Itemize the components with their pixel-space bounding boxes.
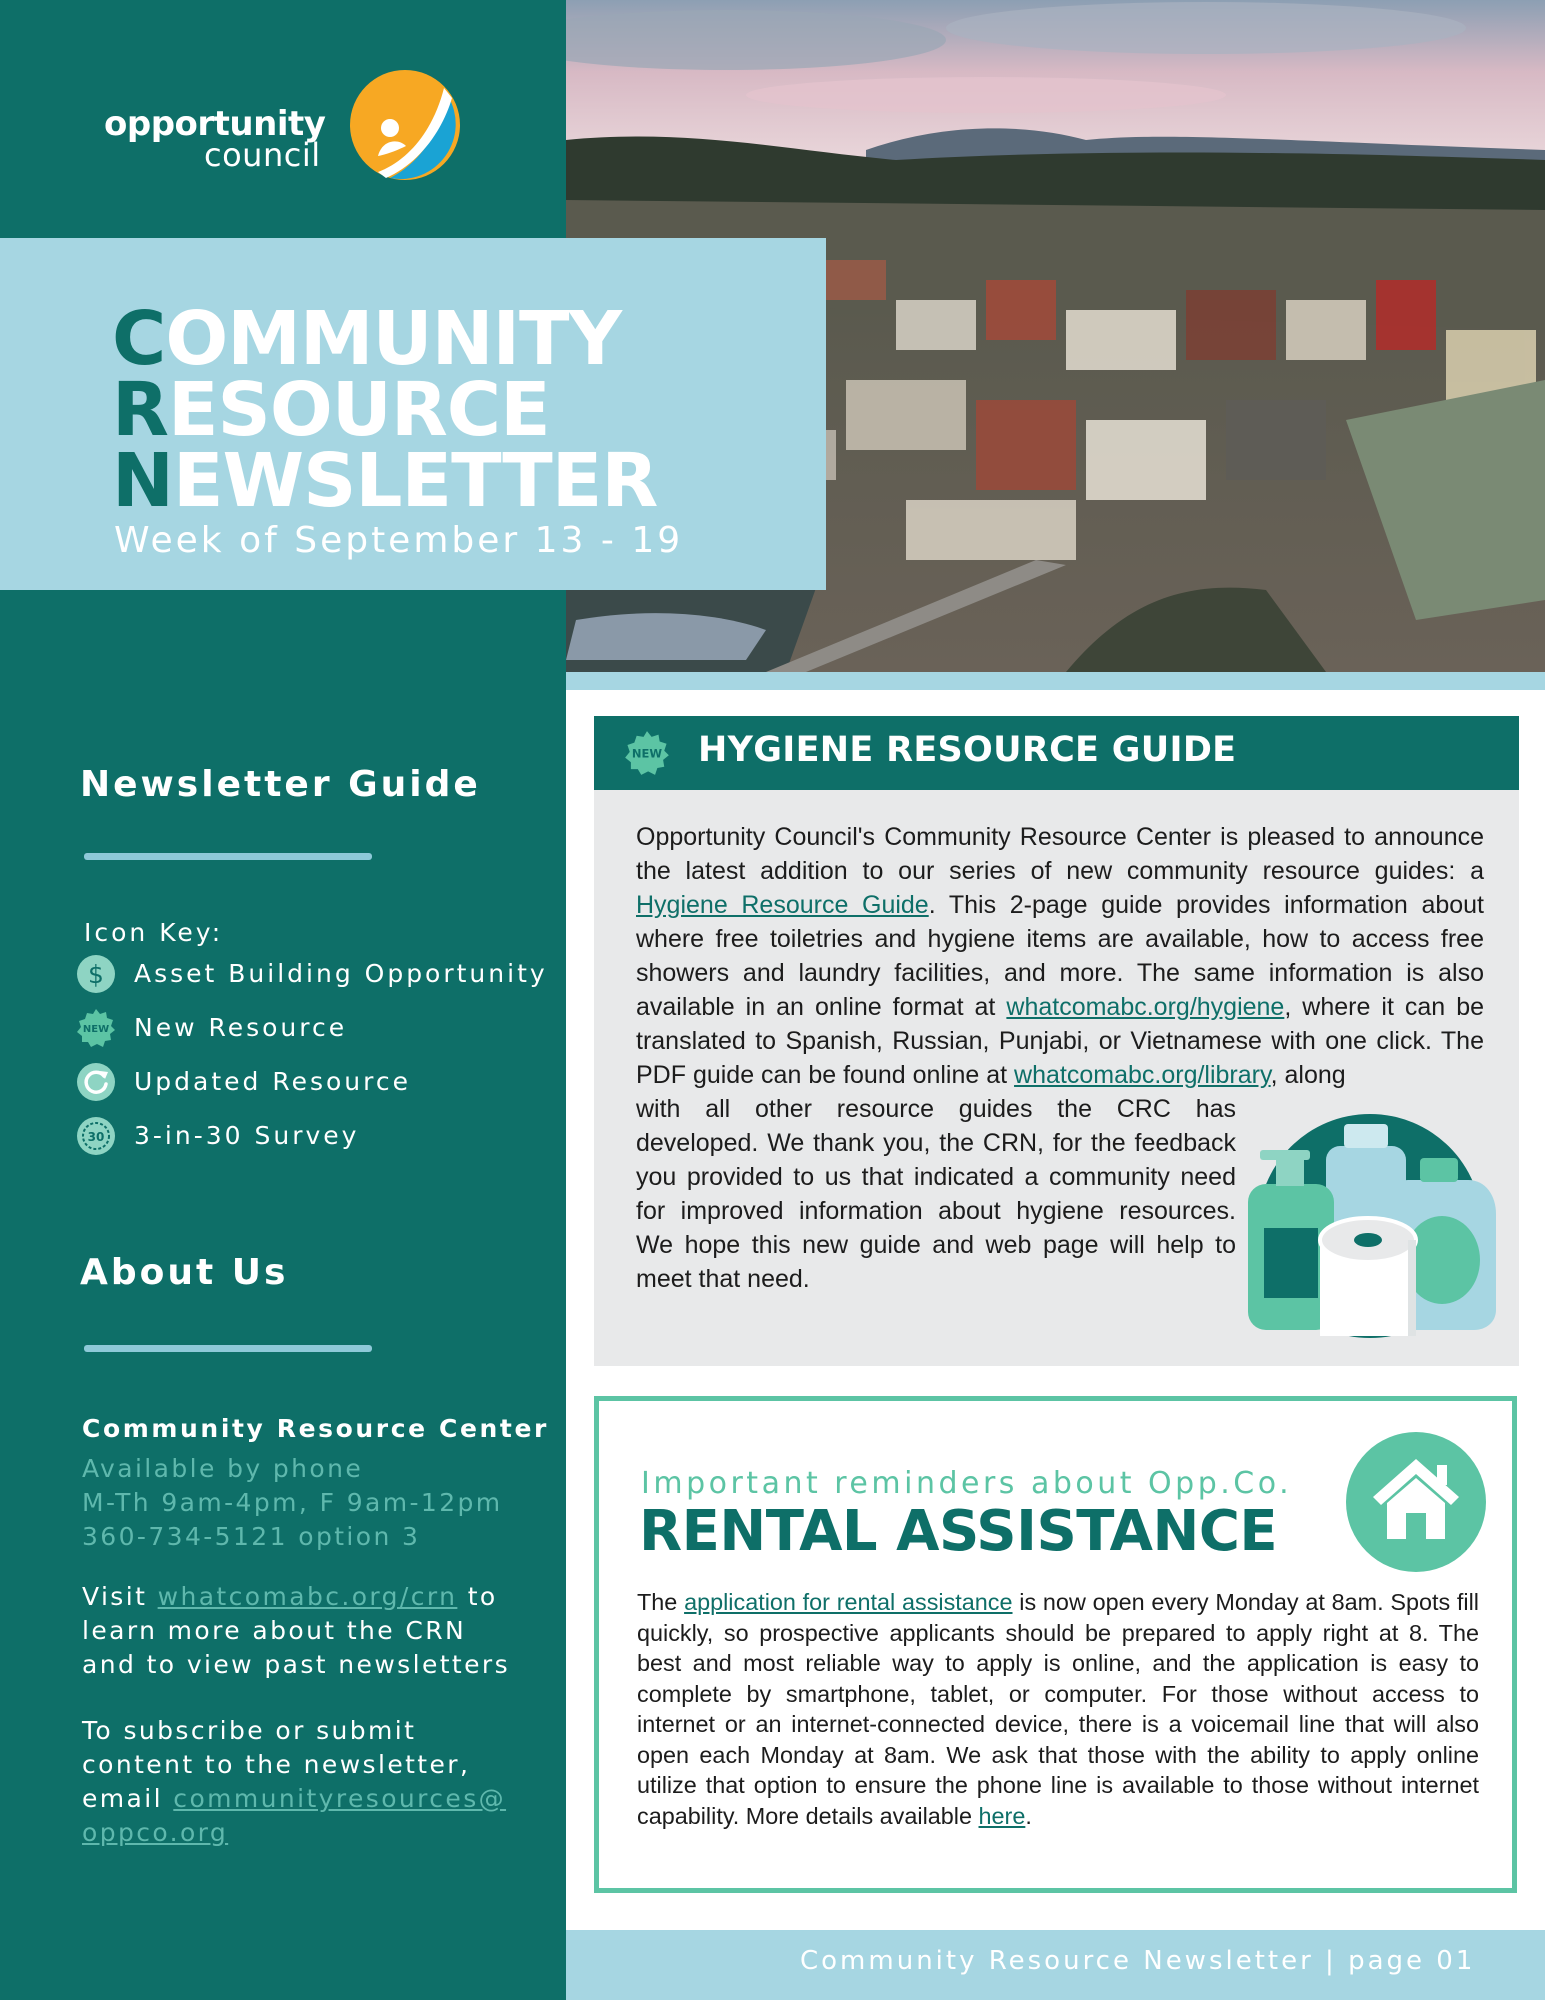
masthead-line-resource [112, 367, 550, 453]
rental-text-3: . [1025, 1802, 1032, 1829]
opportunity-council-logo[interactable] [104, 68, 464, 188]
rental-card-title: RENTAL ASSISTANCE [639, 1499, 1278, 1564]
masthead-line-newsletter [112, 438, 658, 524]
logo-word-council: council [204, 136, 321, 174]
rental-text-1: The [637, 1589, 685, 1615]
hygiene-guide-link[interactable]: Hygiene Resource Guide [636, 891, 929, 919]
hygiene-card-header [594, 716, 1519, 790]
house-icon [1345, 1431, 1487, 1573]
hygiene-paragraph-continued: with all other resource guides the CRC has developed. We thank you, the CRN, for the feedback you provided to us that indicated a community need for improved information about hygiene resources. We hope this new guide and web page will help to meet that need. [636, 1095, 1236, 1293]
rental-card-kicker: Important reminders about Opp.Co. [641, 1466, 1293, 1501]
availability-phone: 360-734-5121 option 3 [82, 1522, 421, 1551]
visit-paragraph [82, 1580, 522, 1682]
hygiene-paragraph [636, 820, 1484, 1092]
svg-text:NEW: NEW [82, 1024, 110, 1035]
masthead-initial-c: C [112, 296, 166, 382]
hygiene-card-title: HYGIENE RESOURCE GUIDE [698, 730, 1237, 770]
visit-prefix: Visit [82, 1582, 158, 1611]
crn-website-link[interactable]: whatcomabc.org/crn [157, 1582, 458, 1611]
dollar-icon [76, 954, 116, 994]
issue-week: Week of September 13 - 19 [114, 520, 684, 561]
footer-page-label: Community Resource Newsletter | page 01 [800, 1946, 1476, 1976]
icon-key-label-new: New Resource [134, 1013, 348, 1042]
logo-word-opportunity: opportunity [104, 104, 326, 144]
section-divider [84, 1345, 372, 1352]
rental-assistance-card [594, 1396, 1517, 1893]
masthead-word-community: OMMUNITY [165, 296, 622, 382]
hygiene-guide-card [594, 716, 1519, 1366]
icon-key-label-survey: 3-in-30 Survey [134, 1121, 360, 1150]
refresh-icon [76, 1062, 116, 1102]
crc-name: Community Resource Center [82, 1414, 549, 1443]
availability-hours: M-Th 9am-4pm, F 9am-12pm [82, 1488, 503, 1517]
icon-key-item-updated [76, 1062, 546, 1102]
subscribe-text: To subscribe or submit content to the newsletter, email [82, 1716, 471, 1813]
page-footer [566, 1930, 1545, 2000]
svg-text:30: 30 [87, 1130, 105, 1144]
subscribe-paragraph [82, 1714, 512, 1850]
masthead-initial-n: N [112, 438, 173, 524]
visit-suffix: to learn more about the CRN and to view past newsletters [82, 1582, 511, 1679]
availability-line: Available by phone [82, 1454, 364, 1483]
masthead-word-resource: ESOURCE [167, 367, 550, 453]
svg-text:NEW: NEW [631, 746, 663, 761]
hygiene-text-3: , where it can be translated to Spanish, Russian, Punjabi, or Vietnamese with one click. The PDF guide can be found online at [636, 993, 1485, 1089]
hygiene-web-link[interactable]: whatcomabc.org/hygiene [1006, 993, 1285, 1021]
hygiene-text-1: Opportunity Council's Community Resource Center is pleased to announce the latest addition to our series of new community resource guides: a [636, 823, 1484, 885]
crc-availability [82, 1452, 503, 1554]
about-us-heading: About Us [80, 1252, 289, 1293]
icon-key-label-updated: Updated Resource [134, 1067, 412, 1096]
section-divider [84, 853, 372, 860]
hygiene-text-4: , along [1270, 1061, 1346, 1089]
icon-key-label-asset: Asset Building Opportunity [134, 959, 548, 988]
svg-text:$: $ [88, 960, 104, 989]
icon-key-label: Icon Key: [84, 918, 224, 947]
masthead-initial-r: R [112, 367, 168, 453]
rental-application-link[interactable]: application for rental assistance [684, 1589, 1013, 1615]
subscribe-email-link[interactable]: communityresources@ oppco.org [82, 1784, 507, 1847]
rental-paragraph [637, 1587, 1479, 1831]
icon-key-item-new [76, 1008, 546, 1048]
masthead-line-community [112, 296, 622, 382]
survey-3-in-30-icon [76, 1116, 116, 1156]
icon-key-item-survey [76, 1116, 546, 1156]
hero-accent-strip [566, 672, 1545, 690]
rental-details-link[interactable]: here [978, 1802, 1026, 1829]
logo-mark-icon [348, 68, 462, 182]
hygiene-text-2: . This 2-page guide provides information about where free toiletries and hygiene items are available, how to access free showers and laundry facilities, and more. The same information is also available in an online format at [636, 891, 1485, 1021]
masthead [0, 238, 826, 590]
icon-key-item-asset [76, 954, 546, 994]
new-badge-icon [76, 1008, 116, 1048]
rental-text-2: is now open every Monday at 8am. Spots fill quickly, so prospective applicants should be prepared to apply right at 8. The best and most reliable way to apply is online, and the application is easy to complete by smartphone, tablet, or computer. For those without access to internet or an internet-connected device, there is a voicemail line that will also open each Monday at 8am. We ask that those with the ability to apply online utilize that option to ensure the phone line is available to those without internet capability. More details available [637, 1589, 1479, 1829]
newsletter-guide-heading: Newsletter Guide [80, 764, 481, 805]
masthead-word-newsletter: EWSLETTER [172, 438, 658, 524]
new-badge-icon [624, 730, 670, 776]
library-link[interactable]: whatcomabc.org/library [1014, 1061, 1271, 1089]
hygiene-products-icon [1230, 1110, 1504, 1340]
